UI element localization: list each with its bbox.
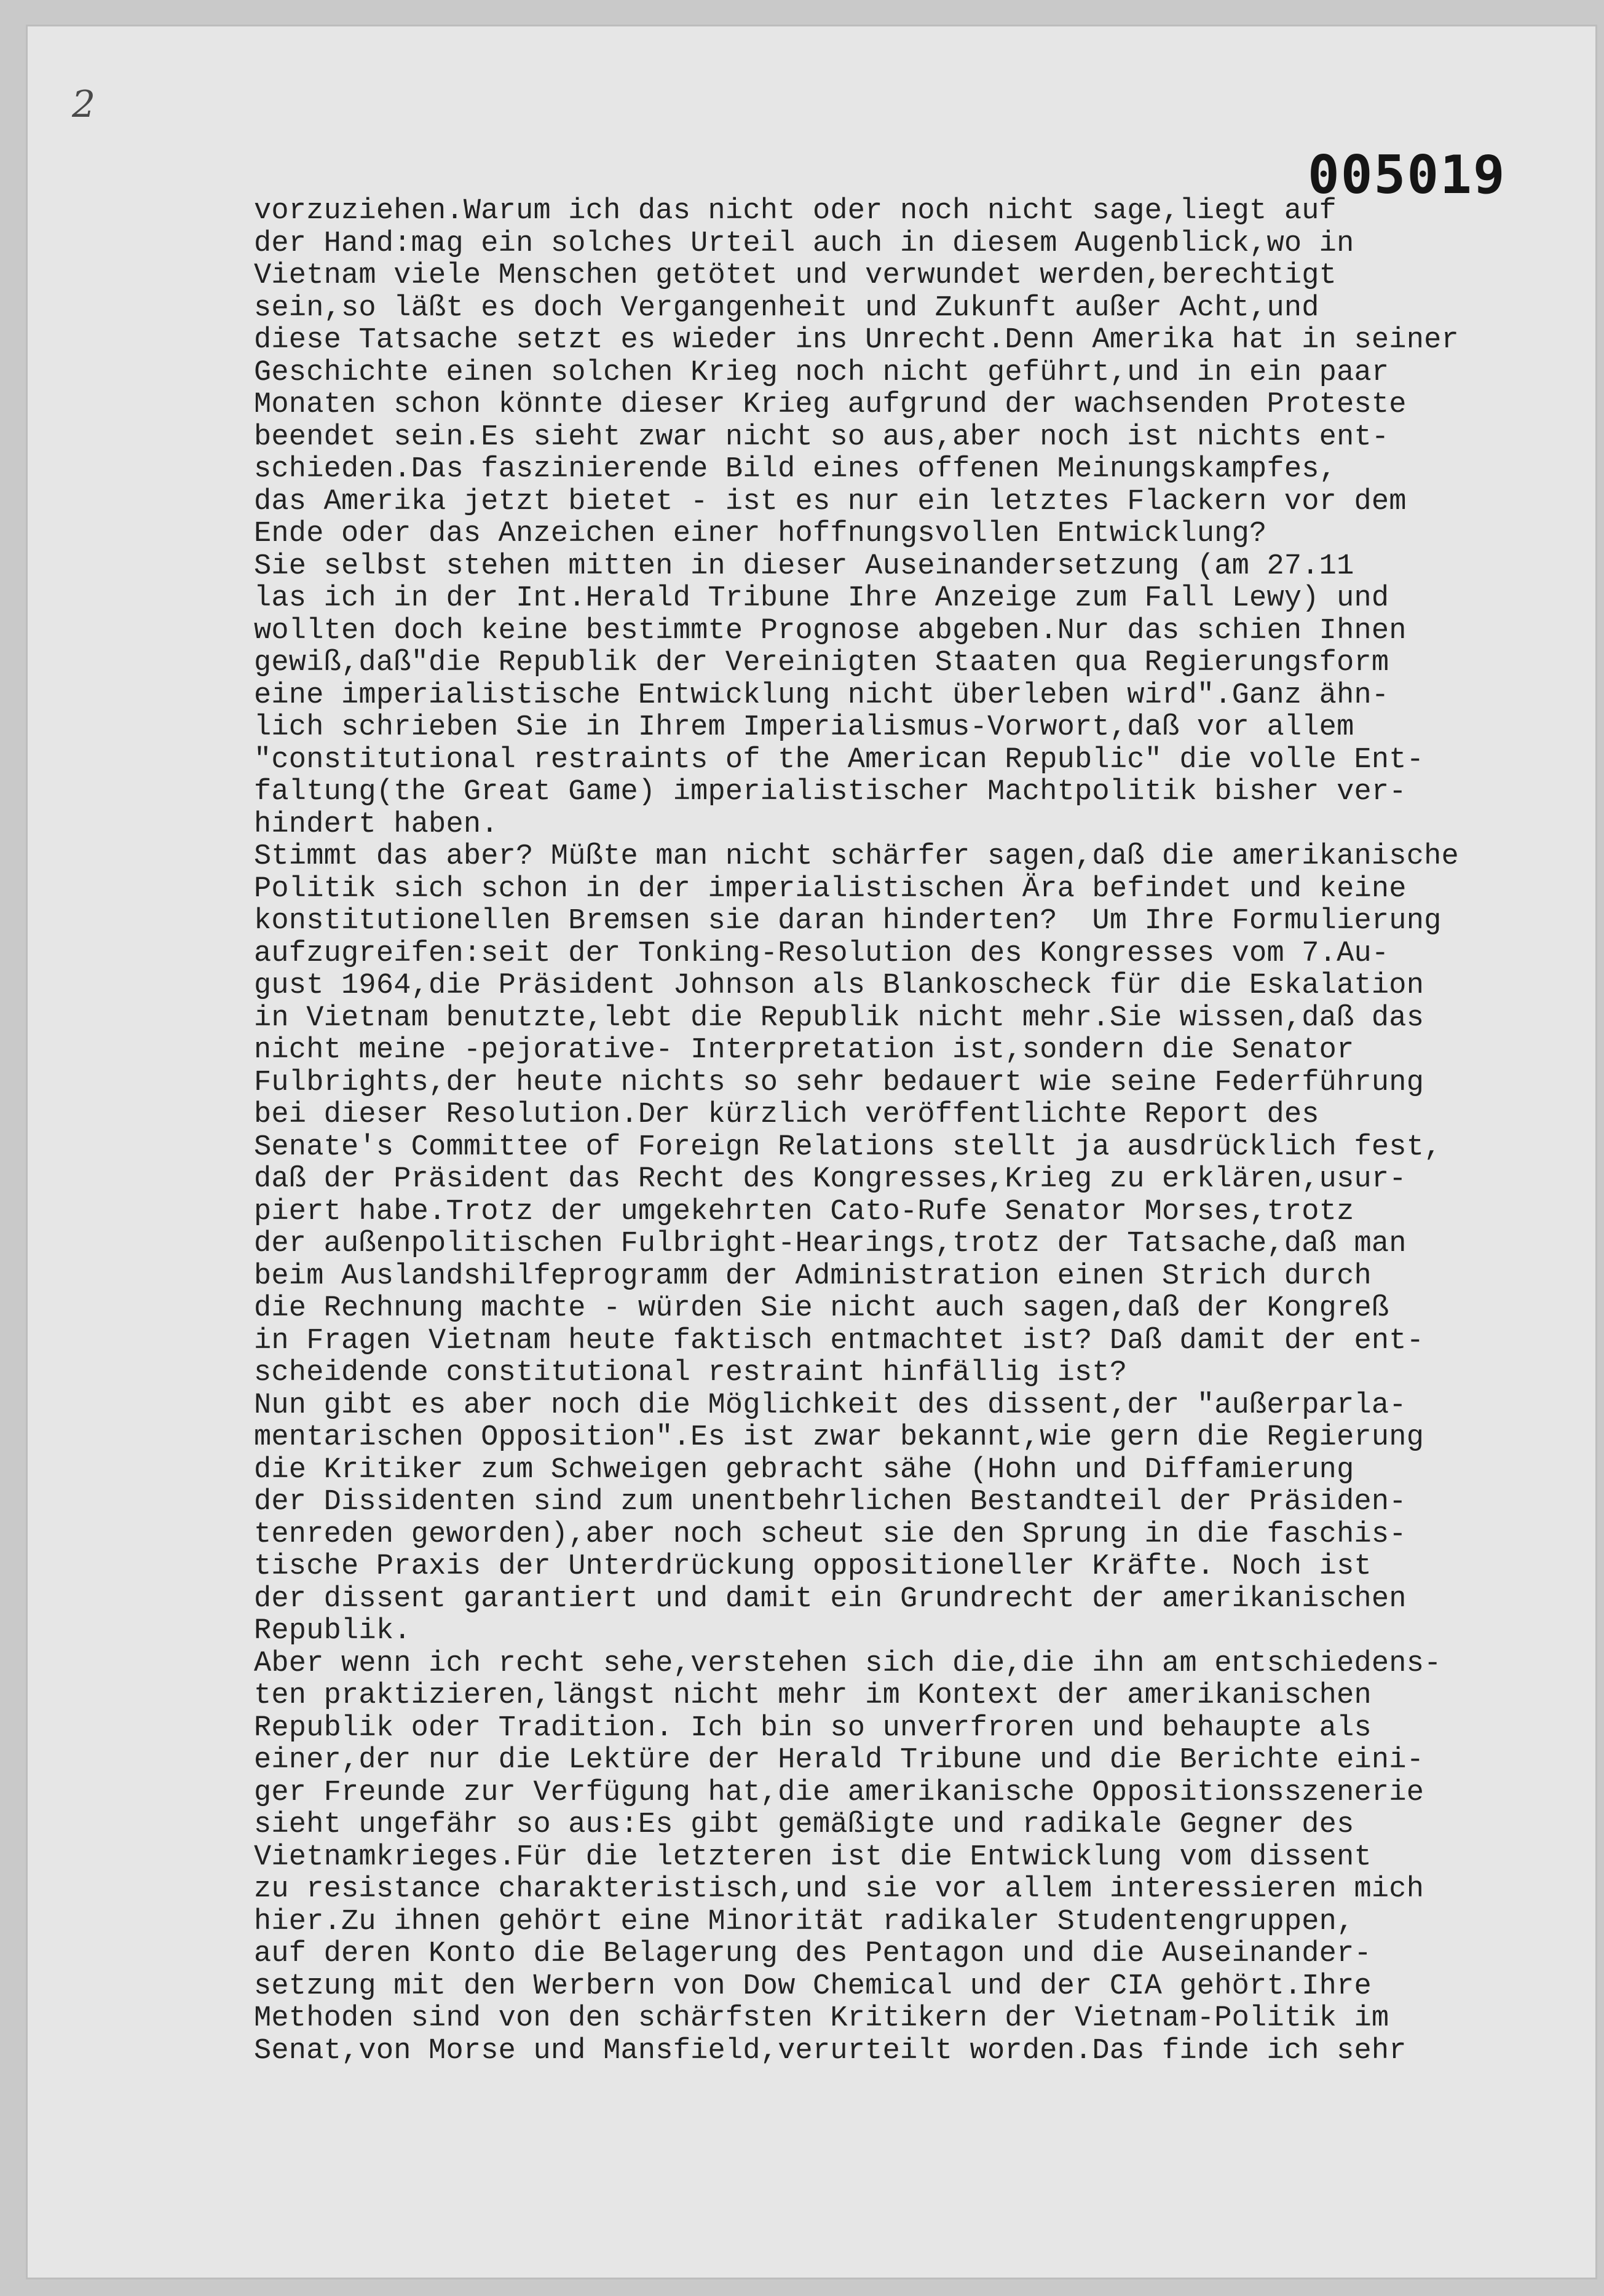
text-line: tische Praxis der Unterdrückung oppositioneller Kräfte. Noch ist	[254, 1550, 1372, 1583]
text-line: Nun gibt es aber noch die Möglichkeit des dissent,der "außerparla-	[254, 1389, 1407, 1422]
text-line: Monaten schon könnte dieser Krieg aufgrund der wachsenden Proteste	[254, 389, 1407, 421]
text-line: lich schrieben Sie in Ihrem Imperialismus-Vorwort,daß vor allem	[254, 711, 1354, 744]
text-line: mentarischen Opposition".Es ist zwar bekannt,wie gern die Regierung	[254, 1421, 1424, 1454]
text-line: Senate's Committee of Foreign Relations stellt ja ausdrücklich fest,	[254, 1130, 1442, 1164]
text-line: tenreden geworden),aber noch scheut sie den Sprung in die faschis-	[254, 1518, 1407, 1551]
text-line: die Rechnung machte - würden Sie nicht auch sagen,daß der Kongreß	[254, 1292, 1389, 1325]
text-line: sieht ungefähr so aus:Es gibt gemäßigte und radikale Gegner des	[254, 1809, 1354, 1841]
text-line: Aber wenn ich recht sehe,verstehen sich die,die ihn am entschiedens-	[254, 1647, 1442, 1680]
text-line: setzung mit den Werbern von Dow Chemical und der CIA gehört.Ihre	[254, 1970, 1372, 2003]
text-line: Vietnam viele Menschen getötet und verwundet werden,berechtigt	[254, 259, 1337, 292]
text-line: der außenpolitischen Fulbright-Hearings,trotz der Tatsache,daß man	[254, 1228, 1407, 1260]
text-line: der dissent garantiert und damit ein Grundrecht der amerikanischen	[254, 1582, 1407, 1615]
text-line: auf deren Konto die Belagerung des Pentagon und die Auseinander-	[254, 1938, 1372, 1970]
text-line: daß der Präsident das Recht des Kongresses,Krieg zu erklären,usur-	[254, 1163, 1407, 1196]
text-line: nicht meine -pejorative- Interpretation ist,sondern die Senator	[254, 1034, 1354, 1067]
text-line: Sie selbst stehen mitten in dieser Auseinandersetzung (am 27.11	[254, 550, 1354, 583]
text-line: ten praktizieren,längst nicht mehr im Kontext der amerikanischen	[254, 1679, 1372, 1712]
text-line: ger Freunde zur Verfügung hat,die amerikanische Oppositionsszenerie	[254, 1776, 1424, 1809]
text-line: las ich in der Int.Herald Tribune Ihre Anzeige zum Fall Lewy) und	[254, 582, 1389, 615]
text-line: Fulbrights,der heute nichts so sehr bedauert wie seine Federführung	[254, 1066, 1424, 1099]
text-line: gust 1964,die Präsident Johnson als Blankoscheck für die Eskalation	[254, 969, 1424, 1002]
text-line: beendet sein.Es sieht zwar nicht so aus,aber noch ist nichts ent-	[254, 420, 1389, 454]
text-line: Senat,von Morse und Mansfield,verurteilt worden.Das finde ich sehr	[254, 2034, 1407, 2067]
text-line: einer,der nur die Lektüre der Herald Tribune und die Berichte eini-	[254, 1744, 1424, 1777]
text-line: sein,so läßt es doch Vergangenheit und Zukunft außer Acht,und	[254, 291, 1319, 325]
text-line: der Dissidenten sind zum unentbehrlichen Bestandteil der Präsiden-	[254, 1486, 1407, 1518]
text-line: Politik sich schon in der imperialistischen Ära befindet und keine	[254, 872, 1407, 905]
text-line: bei dieser Resolution.Der kürzlich veröffentlichte Report des	[254, 1099, 1319, 1131]
text-line: Methoden sind von den schärfsten Kritikern der Vietnam-Politik im	[254, 2002, 1389, 2035]
archive-stamp-number: 005019	[1308, 144, 1506, 206]
text-line: das Amerika jetzt bietet - ist es nur ein letztes Flackern vor dem	[254, 485, 1407, 518]
text-line: Republik oder Tradition. Ich bin so unverfroren und behaupte als	[254, 1711, 1372, 1745]
text-line: aufzugreifen:seit der Tonking-Resolution des Kongresses vom 7.Au-	[254, 937, 1389, 970]
text-line: hindert haben.	[254, 808, 499, 841]
text-line: die Kritiker zum Schweigen gebracht sähe (Hohn und Diffamierung	[254, 1453, 1354, 1486]
text-line: Ende oder das Anzeichen einer hoffnungsvollen Entwicklung?	[254, 518, 1267, 550]
text-line: konstitutionellen Bremsen sie daran hinderten? Um Ihre Formulierung	[254, 905, 1442, 937]
text-line: zu resistance charakteristisch,und sie vor allem interessieren mich	[254, 1873, 1424, 1906]
text-line: in Fragen Vietnam heute faktisch entmachtet ist? Daß damit der ent-	[254, 1324, 1424, 1357]
text-line: diese Tatsache setzt es wieder ins Unrecht.Denn Amerika hat in seiner	[254, 324, 1459, 357]
text-line: Vietnamkrieges.Für die letzteren ist die Entwicklung vom dissent	[254, 1840, 1372, 1874]
text-line: Stimmt das aber? Müßte man nicht schärfer sagen,daß die amerikanische	[254, 840, 1459, 873]
text-line: Republik.	[254, 1615, 411, 1647]
text-line: gewiß,daß"die Republik der Vereinigten Staaten qua Regierungsform	[254, 647, 1389, 679]
text-line: "constitutional restraints of the American Republic" die volle Ent-	[254, 743, 1424, 776]
text-line: in Vietnam benutzte,lebt die Republik nicht mehr.Sie wissen,daß das	[254, 1001, 1424, 1035]
handwritten-page-mark: 2	[72, 83, 96, 126]
text-line: der Hand:mag ein solches Urteil auch in diesem Augenblick,wo in	[254, 227, 1354, 260]
letter-body-text	[254, 195, 1588, 2067]
text-line: wollten doch keine bestimmte Prognose abgeben.Nur das schien Ihnen	[254, 614, 1407, 647]
text-line: vorzuziehen.Warum ich das nicht oder noch nicht sage,liegt auf	[254, 195, 1337, 227]
text-line: beim Auslandshilfeprogramm der Administration einen Strich durch	[254, 1260, 1372, 1293]
text-line: faltung(the Great Game) imperialistischer Machtpolitik bisher ver-	[254, 776, 1407, 808]
text-line: piert habe.Trotz der umgekehrten Cato-Rufe Senator Morses,trotz	[254, 1195, 1354, 1228]
text-line: scheidende constitutional restraint hinfällig ist?	[254, 1357, 1128, 1389]
text-line: eine imperialistische Entwicklung nicht überleben wird".Ganz ähn-	[254, 679, 1389, 712]
text-line: Geschichte einen solchen Krieg noch nicht geführt,und in ein paar	[254, 356, 1389, 389]
text-line: schieden.Das faszinierende Bild eines offenen Meinungskampfes,	[254, 453, 1337, 486]
text-line: hier.Zu ihnen gehört eine Minorität radikaler Studentengruppen,	[254, 1905, 1354, 1938]
